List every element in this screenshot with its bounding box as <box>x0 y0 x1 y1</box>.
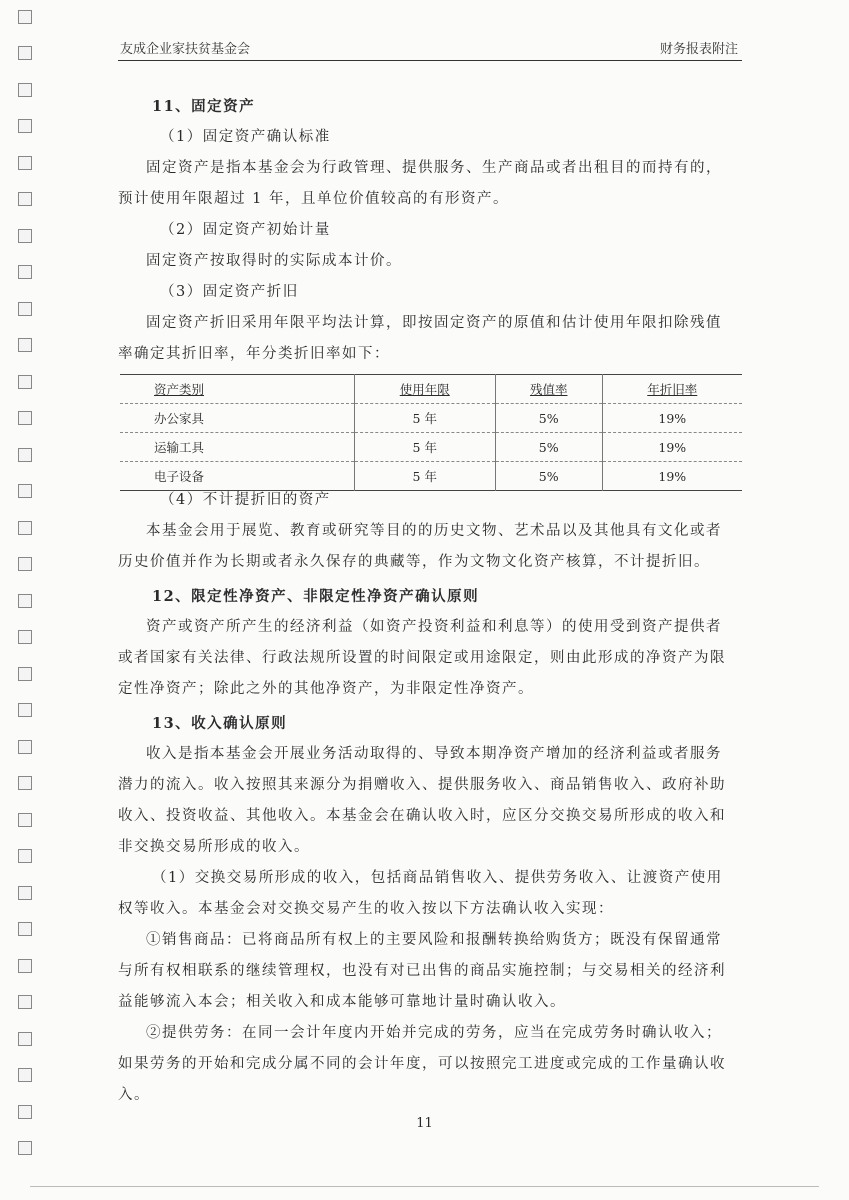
binder-hole <box>18 10 32 24</box>
paragraph-line: 收入是指本基金会开展业务活动取得的、导致本期净资产增加的经济利益或者服务 <box>146 746 722 762</box>
binder-hole <box>18 1141 32 1155</box>
paragraph-line: 与所有权相联系的继续管理权，也没有对已出售的商品实施控制；与交易相关的经济利 <box>118 963 726 979</box>
paragraph-line: 固定资产是指本基金会为行政管理、提供服务、生产商品或者出租目的而持有的， <box>146 160 722 176</box>
section-11-sub-4: （4）不计提折旧的资产 <box>160 492 331 508</box>
binder-hole <box>18 83 32 97</box>
header-doc-title: 财务报表附注 <box>659 42 738 57</box>
paragraph-line: 收入、投资收益、其他收入。本基金会在确认收入时，应区分交换交易所形成的收入和 <box>118 808 726 824</box>
table-cell: 运输工具 <box>120 433 354 462</box>
table-cell: 5 年 <box>354 462 495 491</box>
page-number: 11 <box>416 1116 433 1131</box>
paragraph-line: 本基金会用于展览、教育或研究等目的的历史文物、艺术品以及其他具有文化或者 <box>146 523 722 539</box>
binder-hole <box>18 849 32 863</box>
binder-hole <box>18 740 32 754</box>
table-cell: 电子设备 <box>120 462 354 491</box>
paragraph-line: 如果劳务的开始和完成分属不同的会计年度，可以按照完工进度或完成的工作量确认收 <box>118 1056 726 1072</box>
paragraph-line: 入。 <box>118 1087 150 1103</box>
paragraph-line: 定性净资产；除此之外的其他净资产，为非限定性净资产。 <box>118 681 534 697</box>
table-cell: 5% <box>495 462 602 491</box>
table-cell: 办公家具 <box>120 404 354 433</box>
table-cell: 5% <box>495 404 602 433</box>
paragraph-line: 或者国家有关法律、行政法规所设置的时间限定或用途限定，则由此形成的净资产为限 <box>118 650 726 666</box>
binder-hole <box>18 46 32 60</box>
binder-hole <box>18 557 32 571</box>
binder-hole <box>18 484 32 498</box>
bottom-rule <box>30 1186 819 1187</box>
table-cell: 19% <box>602 404 742 433</box>
section-11-sub-2: （2）固定资产初始计量 <box>160 222 331 238</box>
table-row <box>120 433 742 462</box>
table-header-cell: 年折旧率 <box>602 375 742 404</box>
binder-hole <box>18 521 32 535</box>
header-org-name: 友成企业家扶贫基金会 <box>120 42 251 57</box>
paragraph-line: 非交换交易所形成的收入。 <box>118 839 310 855</box>
depreciation-table <box>120 374 742 491</box>
binder-holes <box>12 0 36 1200</box>
paragraph-line: 权等收入。本基金会对交换交易产生的收入按以下方法确认收入实现： <box>118 901 614 917</box>
paragraph-line: ②提供劳务：在同一会计年度内开始并完成的劳务，应当在完成劳务时确认收入； <box>146 1025 722 1041</box>
section-11-sub-3: （3）固定资产折旧 <box>160 284 299 300</box>
binder-hole <box>18 995 32 1009</box>
table-cell: 5 年 <box>354 404 495 433</box>
binder-hole <box>18 338 32 352</box>
binder-hole <box>18 192 32 206</box>
document-body <box>118 88 742 1111</box>
binder-hole <box>18 119 32 133</box>
table-row <box>120 404 742 433</box>
binder-hole <box>18 265 32 279</box>
binder-hole <box>18 886 32 900</box>
page-header <box>118 36 742 61</box>
binder-hole <box>18 156 32 170</box>
paragraph-line: ①销售商品：已将商品所有权上的主要风险和报酬转换给购货方；既没有保留通常 <box>146 932 722 948</box>
paragraph-line: （1）交换交易所形成的收入，包括商品销售收入、提供劳务收入、让渡资产使用 <box>152 870 723 886</box>
binder-hole <box>18 922 32 936</box>
table-cell: 19% <box>602 462 742 491</box>
paragraph-line: 固定资产折旧采用年限平均法计算，即按固定资产的原值和估计使用年限扣除残值 <box>146 315 722 331</box>
binder-hole <box>18 776 32 790</box>
binder-hole <box>18 448 32 462</box>
binder-hole <box>18 1032 32 1046</box>
table-cell: 5 年 <box>354 433 495 462</box>
table-header-row <box>120 375 742 404</box>
table-cell: 5% <box>495 433 602 462</box>
section-11-title: 11、固定资产 <box>152 98 256 115</box>
binder-hole <box>18 630 32 644</box>
binder-hole <box>18 302 32 316</box>
paragraph-line: 资产或资产所产生的经济利益（如资产投资利益和利息等）的使用受到资产提供者 <box>146 619 722 635</box>
binder-hole <box>18 703 32 717</box>
table-header-cell: 残值率 <box>495 375 602 404</box>
paragraph-line: 率确定其折旧率，年分类折旧率如下： <box>118 346 390 362</box>
table-header-cell: 资产类别 <box>120 375 354 404</box>
section-13-title: 13、收入确认原则 <box>152 715 288 732</box>
binder-hole <box>18 411 32 425</box>
section-12-title: 12、限定性净资产、非限定性净资产确认原则 <box>152 588 480 605</box>
binder-hole <box>18 813 32 827</box>
paragraph-line: 潜力的流入。收入按照其来源分为捐赠收入、提供服务收入、商品销售收入、政府补助 <box>118 777 726 793</box>
binder-hole <box>18 229 32 243</box>
binder-hole <box>18 375 32 389</box>
table-header-cell: 使用年限 <box>354 375 495 404</box>
binder-hole <box>18 959 32 973</box>
binder-hole <box>18 594 32 608</box>
table-cell: 19% <box>602 433 742 462</box>
section-11-sub-1: （1）固定资产确认标准 <box>160 129 331 145</box>
binder-hole <box>18 667 32 681</box>
paragraph-line: 历史价值并作为长期或者永久保存的典藏等，作为文物文化资产核算，不计提折旧。 <box>118 554 710 570</box>
binder-hole <box>18 1068 32 1082</box>
paragraph-line: 益能够流入本会；相关收入和成本能够可靠地计量时确认收入。 <box>118 994 566 1010</box>
paragraph-line: 固定资产按取得时的实际成本计价。 <box>146 253 402 269</box>
paragraph-line: 预计使用年限超过 1 年，且单位价值较高的有形资产。 <box>118 191 509 207</box>
